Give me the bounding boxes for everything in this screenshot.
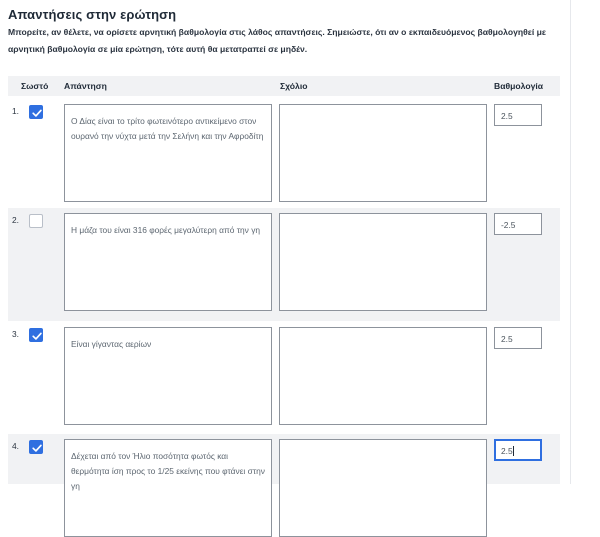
answer-textarea[interactable] bbox=[64, 327, 272, 425]
answer-text: Η μάζα του είναι 316 φορές μεγαλύτερη από την γη bbox=[71, 225, 261, 235]
score-input[interactable] bbox=[494, 213, 542, 235]
table-header bbox=[8, 76, 560, 96]
row-number: 2. bbox=[12, 215, 19, 225]
column-header-answer: Απάντηση bbox=[64, 81, 107, 91]
table-row bbox=[8, 208, 560, 321]
row-number: 1. bbox=[12, 106, 19, 116]
column-header-correct: Σωστό bbox=[21, 81, 49, 91]
table-row bbox=[8, 99, 560, 212]
comment-textarea[interactable] bbox=[279, 327, 487, 425]
answer-text: Δέχεται από τον Ήλιο ποσότητα φωτός και θερμότητα ίση προς το 1/25 εκείνης που φτάνει στην γη bbox=[71, 451, 265, 491]
score-value: 2.5 bbox=[501, 334, 513, 344]
correct-checkbox[interactable] bbox=[29, 440, 43, 454]
score-value bbox=[501, 446, 514, 456]
table-row bbox=[8, 322, 560, 435]
answer-text: Ο Δίας είναι το τρίτο φωτεινότερο αντικείμενο στον ουρανό την νύχτα μετά την Σελήνη και την Αφροδίτη bbox=[71, 116, 264, 141]
column-header-score: Βαθμολογία bbox=[494, 81, 544, 91]
score-value-text: 2.5 bbox=[501, 446, 513, 456]
row-number: 4. bbox=[12, 441, 19, 451]
score-input[interactable] bbox=[494, 327, 542, 349]
answer-textarea[interactable] bbox=[64, 439, 272, 537]
comment-textarea[interactable] bbox=[279, 104, 487, 202]
table-row bbox=[8, 434, 560, 491]
correct-checkbox[interactable] bbox=[29, 105, 43, 119]
correct-checkbox[interactable] bbox=[29, 214, 43, 228]
answer-textarea[interactable] bbox=[64, 104, 272, 202]
right-panel-edge bbox=[570, 0, 600, 484]
column-header-comment: Σχόλιο bbox=[280, 81, 308, 91]
checkmark-icon bbox=[31, 442, 43, 454]
answer-text: Είναι γίγαντας αερίων bbox=[71, 339, 152, 349]
row-number: 3. bbox=[12, 329, 19, 339]
comment-textarea[interactable] bbox=[279, 213, 487, 311]
comment-textarea[interactable] bbox=[279, 439, 487, 537]
score-value: 2.5 bbox=[501, 111, 513, 121]
score-value: -2.5 bbox=[501, 220, 516, 230]
correct-checkbox[interactable] bbox=[29, 328, 43, 342]
text-caret bbox=[513, 446, 514, 456]
section-title: Απαντήσεις στην ερώτηση bbox=[8, 7, 177, 22]
checkmark-icon bbox=[31, 107, 43, 119]
score-input[interactable] bbox=[494, 104, 542, 126]
checkmark-icon bbox=[31, 330, 43, 342]
score-input[interactable] bbox=[494, 439, 542, 461]
answer-textarea[interactable] bbox=[64, 213, 272, 311]
section-description: Μπορείτε, αν θέλετε, να ορίσετε αρνητική βαθμολογία στις λάθος απαντήσεις. Σημειώστε, ότι αν ο εκπαιδευόμενος βαθμολογηθεί με αρνητική βαθμολογία σε μία ερώτηση, τότε αυτή θα μετατραπεί σε μηδέν. bbox=[8, 27, 546, 54]
